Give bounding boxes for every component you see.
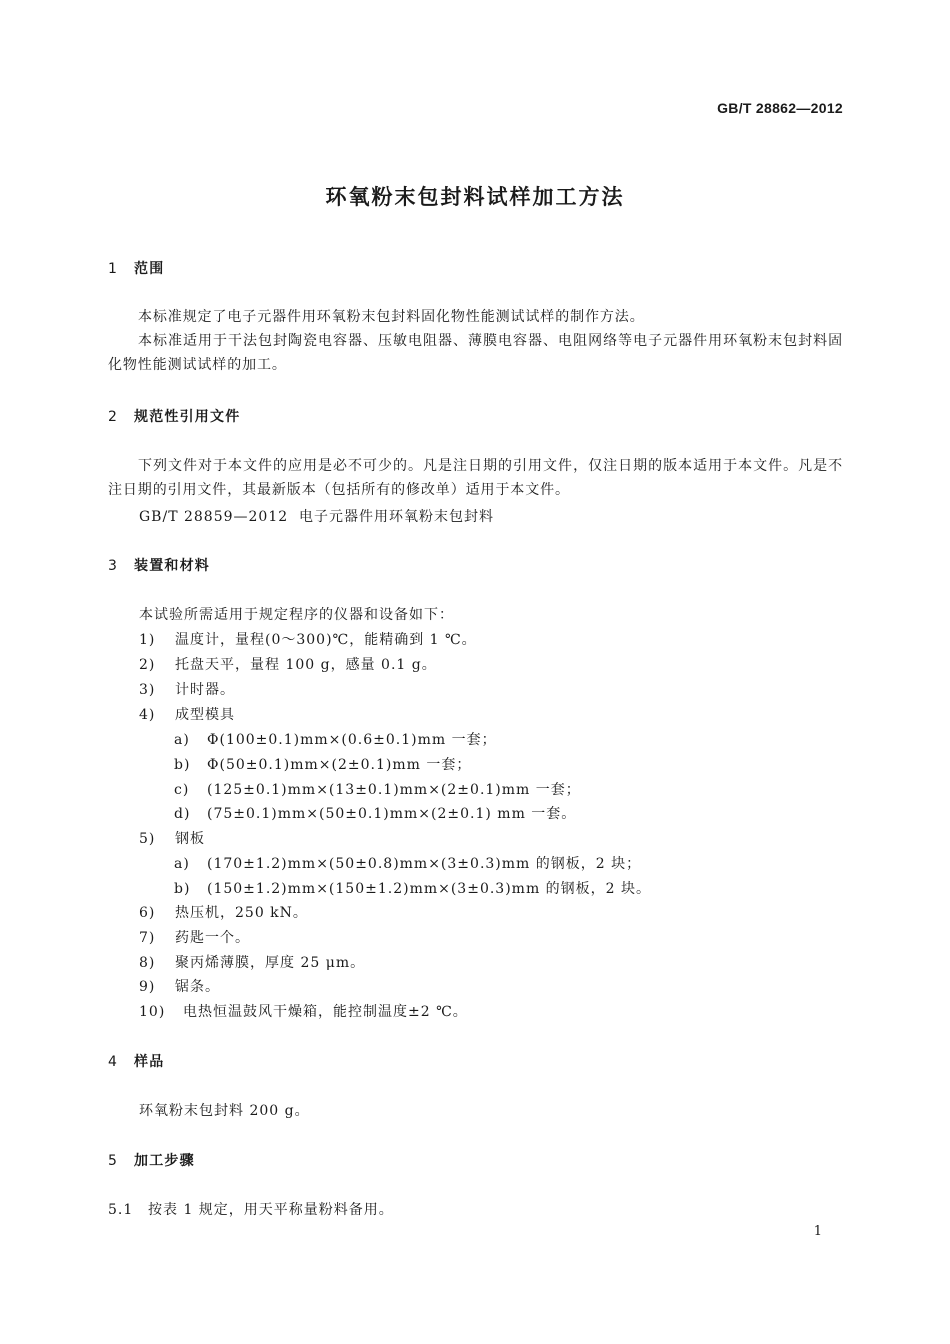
list-item-text: 托盘天平，量程 100 g，感量 0.1 g。 [175,657,437,673]
sub-list-item-text: Φ(50±0.1)mm×(2±0.1)mm 一套； [207,757,472,773]
step-text: 按表 1 规定，用天平称量粉料备用。 [148,1202,394,1218]
sub-list-item-text: (150±1.2)mm×(150±1.2)mm×(3±0.3)mm 的钢板，2 块。 [207,881,652,897]
section-heading-apparatus [108,555,210,575]
list-item [139,976,220,996]
reference-entry [139,506,494,526]
list-item-label: 5) [139,831,156,847]
sub-list-item [174,878,651,898]
step-number: 5.1 [108,1202,134,1218]
paragraph-scope-2: 本标准适用于干法包封陶瓷电容器、压敏电阻器、薄膜电容器、电阻网络等电子元器件用环氧粉末包封料固化物性能测试试样的加工。 [108,333,843,373]
list-item-text: 锯条。 [175,979,220,995]
list-item [139,952,365,972]
list-item-text: 钢板 [175,831,205,847]
list-item-text: 药匙一个。 [175,930,250,946]
list-item-label: 1) [139,632,156,648]
document-title: 环氧粉末包封料试样加工方法 [325,185,625,209]
list-item-text: 电热恒温鼓风干燥箱，能控制温度±2 ℃。 [183,1004,468,1020]
section-heading-normative-references [108,406,240,426]
section-title: 样品 [134,1054,165,1070]
sub-list-item [174,729,497,749]
list-item-label: 7) [139,930,156,946]
sub-list-item [174,803,576,823]
sub-list-item-text: (125±0.1)mm×(13±0.1)mm×(2±0.1)mm 一套； [207,782,581,798]
list-item-label: 2) [139,657,156,673]
list-item [139,654,437,674]
paragraph-scope-1: 本标准规定了电子元器件用环氧粉末包封料固化物性能测试试样的制作方法。 [138,309,645,325]
section-number: 1 [108,261,119,277]
apparatus-intro: 本试验所需适用于规定程序的仪器和设备如下： [139,607,454,623]
sub-list-item-label: b) [174,881,191,897]
sub-list-item-text: (75±0.1)mm×(50±0.1)mm×(2±0.1) mm 一套。 [207,806,577,822]
sub-list-item [174,779,581,799]
procedure-step [108,1199,394,1219]
list-item [139,1001,468,1021]
paragraph-sample: 环氧粉末包封料 200 g。 [139,1103,310,1119]
list-item [139,927,250,947]
reference-title: 电子元器件用环氧粉末包封料 [299,509,494,525]
section-number: 4 [108,1054,119,1070]
list-item-label: 9) [139,979,156,995]
sub-list-item-label: a) [174,732,190,748]
list-item-text: 温度计，量程(0～300)℃，能精确到 1 ℃。 [175,632,477,648]
list-item [139,679,235,699]
sub-list-item [174,853,641,873]
list-item-text: 聚丙烯薄膜，厚度 25 μm。 [175,955,366,971]
list-item [139,629,477,649]
list-item [139,828,205,848]
sub-list-item-label: b) [174,757,191,773]
list-item-text: 热压机，250 kN。 [175,905,308,921]
section-heading-scope [108,258,164,278]
section-title: 范围 [134,261,165,277]
sub-list-item-label: a) [174,856,190,872]
sub-list-item-label: d) [174,806,191,822]
page-number: 1 [813,1224,822,1239]
section-title: 规范性引用文件 [134,409,241,425]
list-item-label: 8) [139,955,156,971]
paragraph-references: 下列文件对于本文件的应用是必不可少的。凡是注日期的引用文件，仅注日期的版本适用于本文件。凡是不注日期的引用文件，其最新版本（包括所有的修改单）适用于本文件。 [108,458,843,498]
sub-list-item-text: Φ(100±0.1)mm×(0.6±0.1)mm 一套； [207,732,497,748]
list-item [139,902,308,922]
section-title: 装置和材料 [134,558,210,574]
list-item-label: 3) [139,682,156,698]
section-heading-procedure [108,1150,195,1170]
section-number: 3 [108,558,119,574]
list-item [139,704,235,724]
list-item-label: 6) [139,905,156,921]
standard-code: GB/T 28862—2012 [717,100,843,116]
section-number: 5 [108,1153,119,1169]
sub-list-item-label: c) [174,782,190,798]
sub-list-item-text: (170±1.2)mm×(50±0.8)mm×(3±0.3)mm 的钢板，2 块； [207,856,642,872]
list-item-label: 4) [139,707,156,723]
list-item-text: 成型模具 [175,707,235,723]
sub-list-item [174,754,471,774]
section-heading-sample [108,1051,164,1071]
list-item-label: 10) [139,1004,166,1020]
list-item-text: 计时器。 [175,682,235,698]
section-title: 加工步骤 [134,1153,195,1169]
section-number: 2 [108,409,119,425]
reference-code: GB/T 28859—2012 [139,509,289,525]
